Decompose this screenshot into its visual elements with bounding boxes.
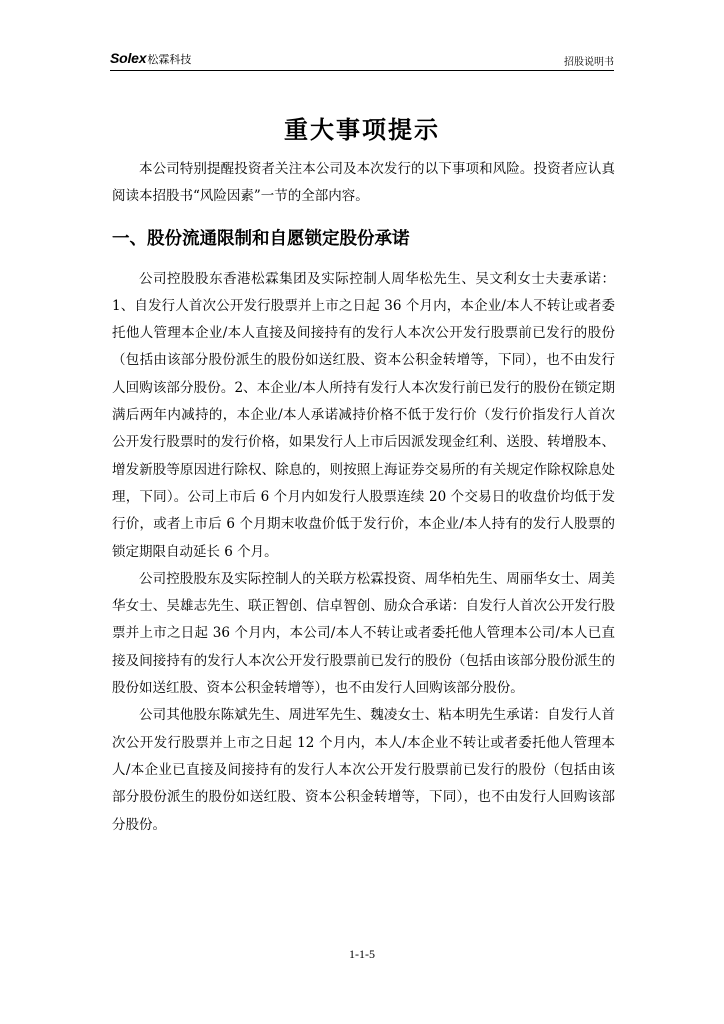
company-logo bbox=[110, 50, 191, 67]
body-paragraph: 公司控股股东香港松霖集团及实际控制人周华松先生、吴文利女士夫妻承诺：1、自发行人首次公开发行股票并上市之日起 36 个月内，本企业/本人不转让或者委托他人管理本企业/本人直接及间接持有的发行人本次公开发行股票前已发行的股份（包括由该部分股份派生的股份如送红股、资本公积金转增等，下同），也不由发行人回购该部分股份。2、本企业/本人所持有发行人本次发行前已发行的股份在锁定期满后两年内减持的，本企业/本人承诺减持价格不低于发行价（发行价指发行人首次公开发行股票时的发行价格，如果发行人上市后因派发现金红利、送股、转增股本、增发新股等原因进行除权、除息的，则按照上海证券交易所的有关规定作除权除息处理，下同）。公司上市后 6 个月内如发行人股票连续 20 个交易日的收盘价均低于发行价，或者上市后 6 个月期末收盘价低于发行价，本企业/本人持有的发行人股票的锁定期限自动延长 6 个月。 bbox=[112, 270, 615, 560]
body-paragraph: 公司其他股东陈斌先生、周进军先生、魏凌女士、粘本明先生承诺：自发行人首次公开发行股票并上市之日起 12 个月内，本人/本企业不转让或者委托他人管理本人/本企业已直接及间接持有的发行人本次公开发行股票前已发行的股份（包括由该部分股份派生的股份如送红股、资本公积金转增等，下同），也不由发行人回购该部分股份。 bbox=[112, 707, 615, 833]
intro-paragraph: 本公司特别提醒投资者关注本公司及本次发行的以下事项和风险。投资者应认真阅读本招股书“风险因素”一节的全部内容。 bbox=[112, 161, 615, 205]
page-body bbox=[112, 156, 615, 839]
logo-mark: Solex bbox=[110, 50, 147, 66]
page-title: 重大事项提示 bbox=[284, 116, 440, 144]
body-paragraph: 公司控股股东及实际控制人的关联方松霖投资、周华柏先生、周丽华女士、周美华女士、吴雄志先生、联正智创、信卓智创、励众合承诺：自发行人首次公开发行股票并上市之日起 36 个月内，本公司/本人不转让或者委托他人管理本公司/本人已直接及间接持有的发行人本次公开发行股票前已发行的股份（包括由该部分股份派生的股份如送红股、资本公积金转增等），也不由发行人回购该部分股份。 bbox=[112, 570, 615, 697]
document-type: 招股说明书 bbox=[564, 57, 614, 68]
page-header bbox=[110, 46, 614, 71]
section-heading: 一、股份流通限制和自愿锁定股份承诺 bbox=[112, 228, 410, 249]
logo-text: 松霖科技 bbox=[147, 53, 192, 66]
page-number: 1-1-5 bbox=[349, 947, 375, 961]
